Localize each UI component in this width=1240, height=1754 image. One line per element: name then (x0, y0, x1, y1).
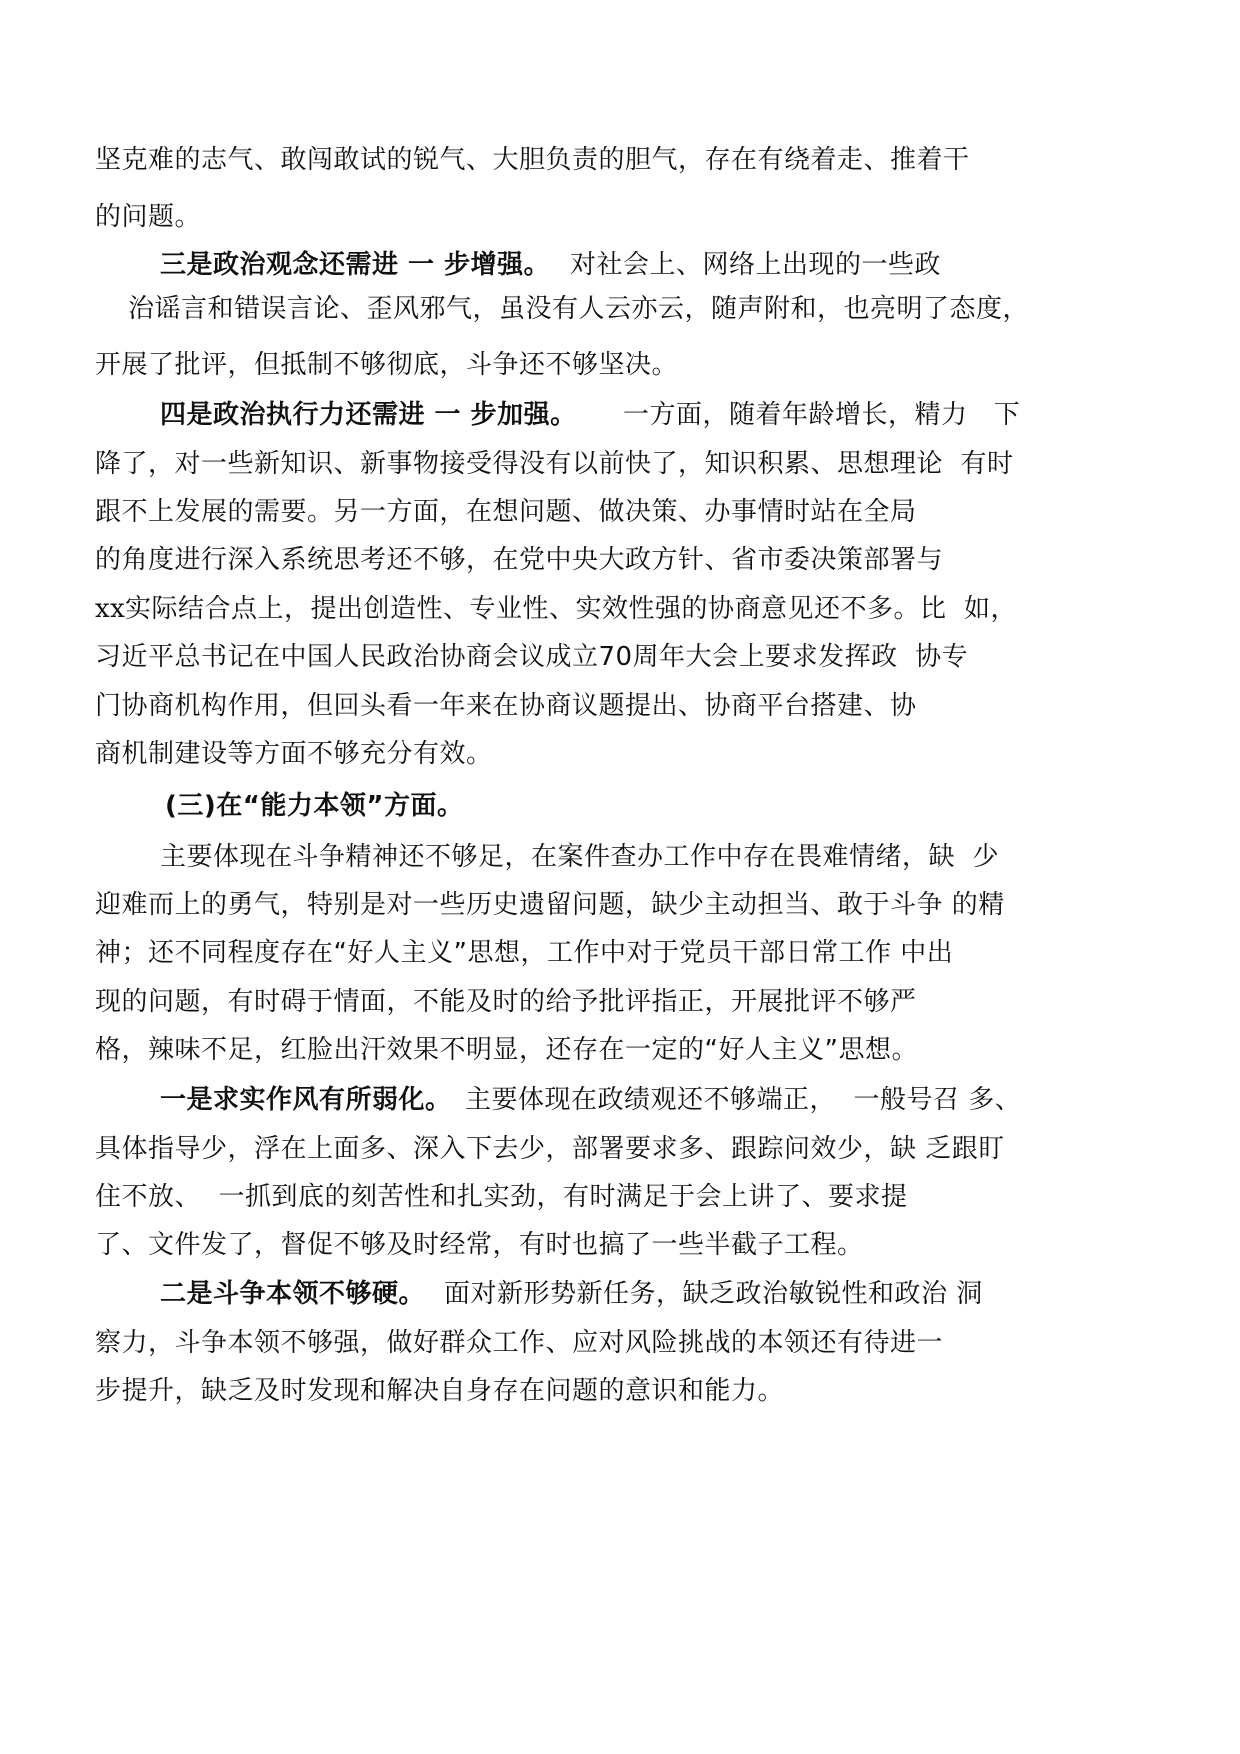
body-line-3-continuation: 对社会上、网络上出现的一些政 (570, 250, 942, 280)
body-line-9: 的角度进行深入系统思考还不够，在党中央大政方针、省市委决策部署与 (95, 545, 944, 575)
section-heading-4: 四是政治执行力还需进 一 步加强。 (160, 400, 577, 430)
body-line-10-prefix: xx (95, 594, 126, 624)
body-line-15: 迎难而上的勇气，特别是对一些历史遗留问题，缺少主动担当、敢于斗争 的精 (95, 890, 1005, 920)
body-line-1: 坚克难的志气、敢闯敢试的锐气、大胆负责的胆气，存在有绕着走、推着干 (95, 145, 970, 175)
body-line-23-continuation: 面对新形势新任务，缺乏政治敏锐性和政治 洞 (444, 1279, 983, 1309)
body-line-7: 降了，对一些新知识、新事物接受得没有以前快了，知识积累、思想理论 有时 (95, 449, 1014, 479)
body-line-21: 住不放、 一抓到底的刻苦性和扎实劲，有时满足于会上讲了、要求提 (95, 1182, 908, 1212)
body-line-16: 神；还不同程度存在“好人主义”思想，工作中对于党员干部日常工作 中出 (95, 938, 954, 968)
body-line-22: 了、文件发了，督促不够及时经常，有时也搞了一些半截子工程。 (95, 1230, 864, 1260)
section-heading-3: 三是政治观念还需进 一 步增强。 (160, 250, 551, 280)
subsection-heading-ability: (三)在“能力本领”方面。 (165, 791, 464, 821)
body-line-13: 商机制建设等方面不够充分有效。 (95, 739, 493, 769)
body-line-19-continuation: 主要体现在政绩观还不够端正， 一般号召 多、 (465, 1085, 1022, 1115)
body-line-18: 格，辣味不足，红脸出汗效果不明显，还存在一定的“好人主义”思想。 (95, 1035, 918, 1065)
body-line-8: 跟不上发展的需要。另一方面，在想问题、做决策、办事情时站在全局 (95, 497, 917, 527)
body-line-6-continuation: 一方面，随着年龄增长，精力 下 (623, 400, 1021, 430)
body-line-12: 门协商机构作用，但回头看一年来在协商议题提出、协商平台搭建、协 (95, 691, 917, 721)
body-line-10: 实际结合点上，提出创造性、专业性、实效性强的协商意见还不多。比 如， (125, 594, 1018, 624)
section-heading-1: 一是求实作风有所弱化。 (160, 1085, 452, 1115)
body-line-20: 具体指导少，浮在上面多、深入下去少，部署要求多、跟踪问效少，缺 乏跟盯 (95, 1134, 1005, 1164)
section-heading-2: 二是斗争本领不够硬。 (160, 1279, 426, 1309)
body-line-17: 现的问题，有时碍于情面，不能及时的给予批评指正，开展批评不够严 (95, 987, 917, 1017)
body-line-25: 步提升，缺乏及时发现和解决自身存在问题的意识和能力。 (95, 1376, 785, 1406)
body-line-5: 开展了批评，但抵制不够彻底，斗争还不够坚决。 (95, 350, 679, 380)
body-line-24: 察力，斗争本领不够强，做好群众工作、应对风险挑战的本领还有待进一 (95, 1328, 944, 1358)
body-line-2: 的问题。 (95, 202, 202, 232)
body-line-4: 治谣言和错误言论、歪风邪气，虽没有人云亦云，随声附和，也亮明了态度， (128, 294, 1030, 324)
body-line-11: 习近平总书记在中国人民政治协商会议成立70周年大会上要求发挥政 协专 (95, 642, 969, 672)
body-line-14: 主要体现在斗争精神还不够足，在案件查办工作中存在畏难情绪，缺 少 (160, 842, 1000, 872)
